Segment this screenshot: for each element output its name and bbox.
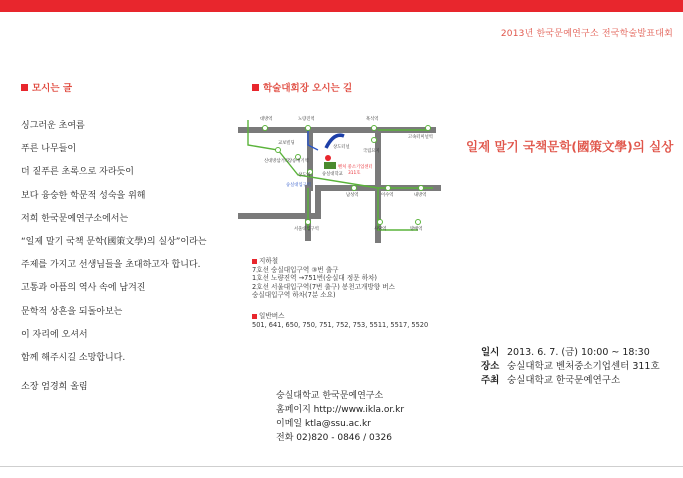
invitation-line: 함께 해주시길 소망합니다. (21, 352, 126, 363)
heading-square-icon (252, 314, 257, 319)
map-label: 흑석역 (366, 117, 379, 122)
map-label: 숭실대학교 (322, 172, 343, 177)
invitation-line: 문학적 상흔을 되돌아보는 (21, 306, 123, 317)
bottom-divider (0, 466, 683, 467)
date-value: 2013. 6. 7. (금) 10:00 ~ 18:30 (507, 347, 650, 358)
map-label: 서울대입구역 (294, 227, 319, 232)
map-label: 숭실대입구역 (286, 183, 311, 188)
map-label: 이수역 (381, 193, 394, 198)
conference-title: 2013년 한국문예연구소 전국학술발표대회 (500, 29, 673, 39)
date-label: 일시 (481, 347, 500, 358)
map-venue-label: 벤처 중소기업센터 (338, 165, 373, 170)
host-value: 숭실대학교 한국문예연구소 (507, 375, 621, 386)
map-label: 방배역 (410, 227, 423, 232)
map-label: 노량진역 (298, 117, 315, 122)
invitation-text (21, 118, 207, 402)
bus-routes: 501, 641, 650, 750, 751, 752, 753, 5511, 5517, 5520 (252, 320, 429, 329)
contact-homepage[interactable]: 홈페이지 http://www.ikla.or.kr (276, 405, 405, 415)
invitation-line: 이 자리에 오셔서 (21, 329, 88, 340)
contact-org: 숭실대학교 한국문예연구소 (276, 391, 384, 401)
map-label: 신대방삼거리 (264, 159, 289, 164)
contact-phone: 전화 02)820 - 0846 / 0326 (276, 433, 392, 443)
invitation-line: “일제 말기 국책 문학(國策文學)의 실상”이라는 (21, 236, 207, 247)
invitation-line: 고통과 아픔의 역사 속에 남겨진 (21, 283, 146, 294)
university-logo-icon (324, 162, 336, 169)
contact-info (276, 389, 404, 445)
map-label: 고속터미널역 (408, 135, 433, 140)
invitation-line: 더 짙푸른 초록으로 자라듯이 (21, 167, 134, 178)
date-row (481, 346, 660, 360)
subway-line: 1호선 노량진역 →751번(숭실대 정문 하차) (252, 274, 378, 283)
map-label: 사당역 (374, 227, 387, 232)
top-accent-bar (0, 0, 683, 12)
subway-heading: 지하철 (252, 257, 428, 266)
invitation-line: 주제를 가지고 선생님들을 초대하고자 합니다. (21, 260, 201, 271)
invitation-line: 싱그러운 초여름 (21, 121, 85, 131)
heading-square-icon (252, 259, 257, 264)
transport-info (252, 257, 428, 329)
host-row (481, 374, 660, 388)
signature: 소장 엄경희 올림 (21, 382, 88, 393)
venue-label: 장소 (481, 361, 500, 372)
host-label: 주최 (481, 375, 500, 386)
bus-heading: 일반버스 (252, 312, 428, 321)
subway-line: 7호선 숭실대입구역 ③번 출구 (252, 265, 339, 274)
map-label: 남성역 (346, 193, 359, 198)
event-title: 일제 말기 국책문학(國策文學)의 실상 (466, 139, 674, 154)
invitation-line: 푸른 나무들이 (21, 144, 77, 155)
map-label: 교보빌딩 (278, 141, 295, 146)
subway-line: 숭실대입구역 하차(7분 소요) (252, 291, 336, 300)
heading-square-icon (252, 84, 259, 91)
venue-marker-icon (325, 155, 331, 161)
invitation-line: 보다 융숭한 학문적 성숙을 위해 (21, 190, 146, 201)
heading-square-icon (21, 84, 28, 91)
venue-value: 숭실대학교 벤처중소기업센터 311호 (507, 361, 660, 372)
event-details (481, 346, 660, 388)
directions-heading: 학술대회장 오시는 길 (252, 80, 352, 94)
invitation-heading: 모시는 글 (21, 80, 72, 94)
invitation-line: 저희 한국문예연구소에서는 (21, 213, 129, 224)
location-map (238, 110, 443, 250)
subway-line: 2호선 서울대입구역(7번 출구) 봉천고개방향 버스 (252, 282, 395, 291)
contact-email[interactable]: 이메일 ktla@ssu.ac.kr (276, 419, 371, 429)
map-label: 장승배기역 (288, 159, 309, 164)
map-label: 상도터널 (333, 145, 350, 150)
map-room-label: 311호 (348, 171, 361, 176)
map-label: 국립묘지 (363, 149, 380, 154)
venue-row (481, 360, 660, 374)
map-label: 상도역 (298, 173, 311, 178)
map-label: 대방역 (260, 117, 273, 122)
map-label: 내방역 (414, 193, 427, 198)
